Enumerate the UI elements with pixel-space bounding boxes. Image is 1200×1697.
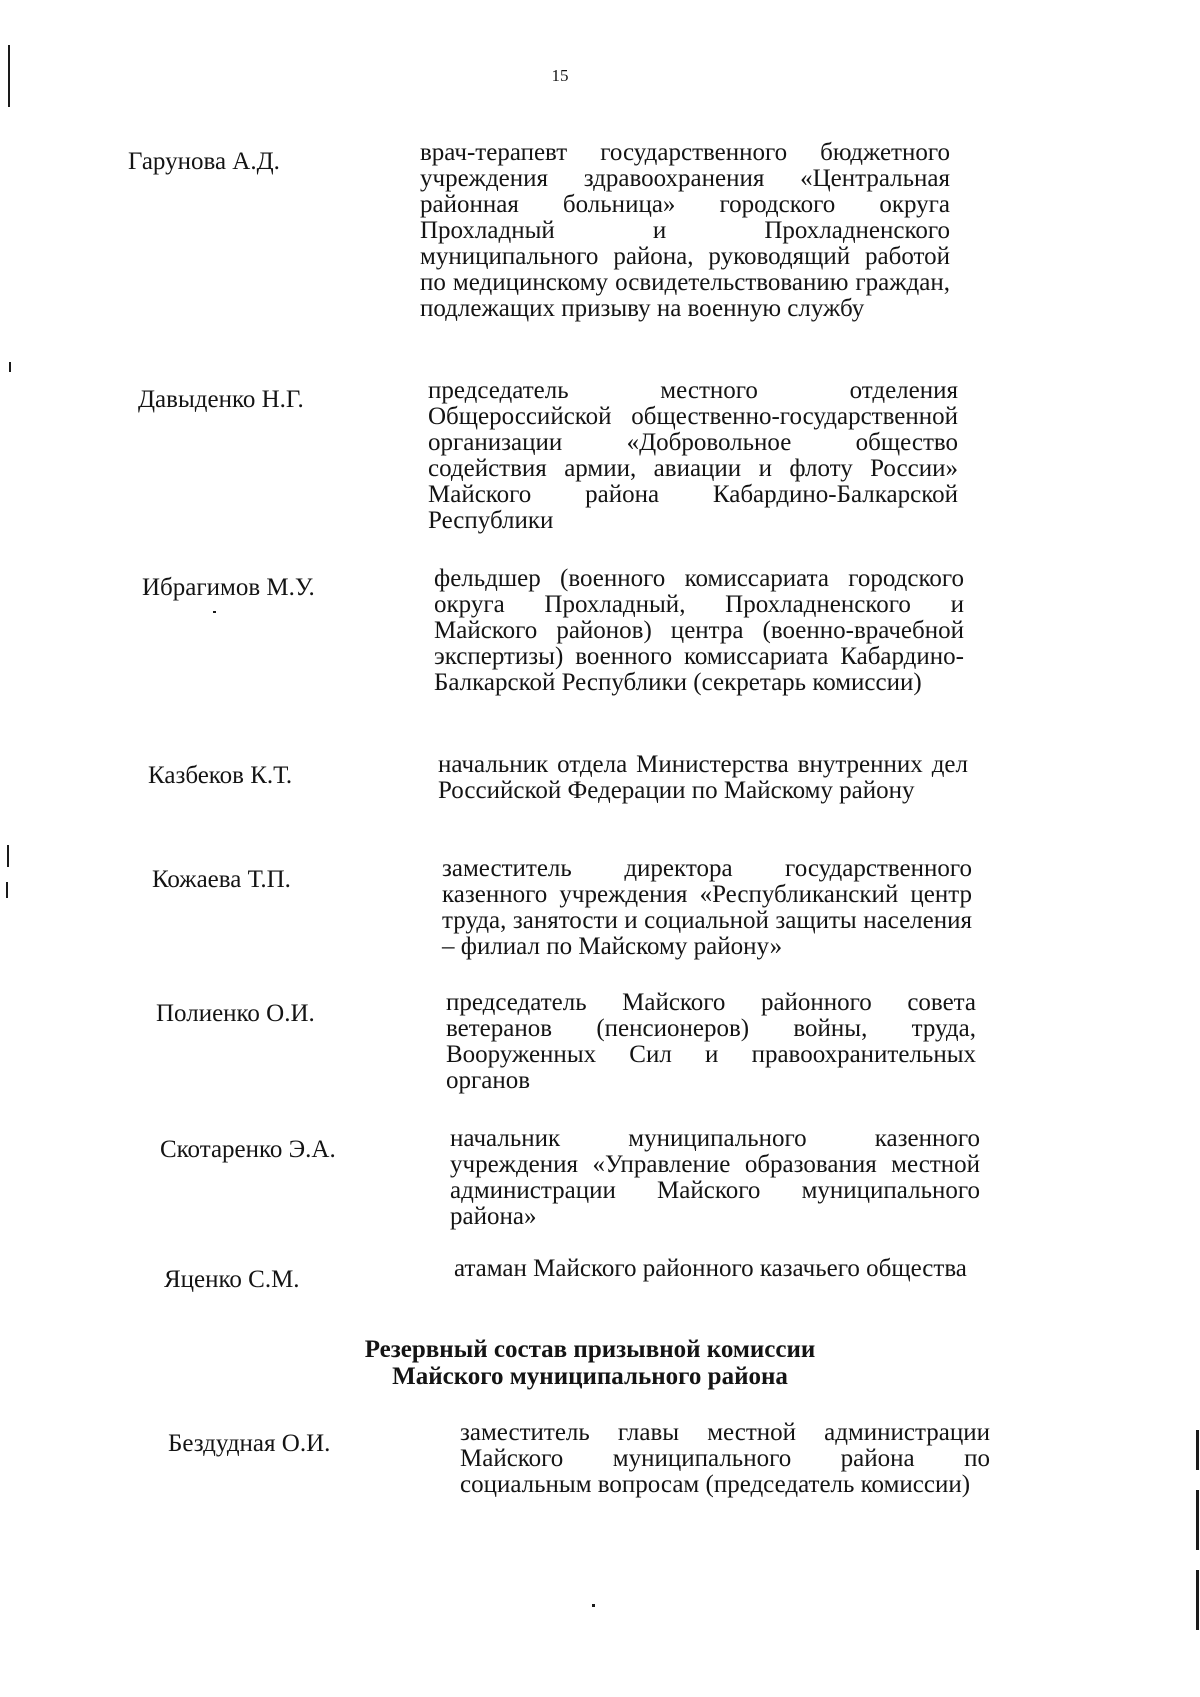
scan-edge-mark bbox=[1196, 1490, 1199, 1550]
member-role: заместитель директора государственного казенного учреждения «Республиканский центр труда, занятости и социальной защиты населения – филиал по Майскому району» bbox=[442, 855, 972, 960]
reserve-section-title bbox=[260, 1336, 920, 1390]
member-role: фельдшер (военного комиссариата городского округа Прохладный, Прохладненского и Майского районов) центра (военно-врачебной экспертизы) военного комиссариата Кабардино-Балкарской Республики (секретарь комиссии) bbox=[434, 565, 964, 696]
scan-edge-mark bbox=[9, 362, 11, 372]
member-name: Полиенко О.И. bbox=[156, 1000, 315, 1027]
member-name: Ибрагимов М.У. bbox=[142, 574, 315, 601]
reserve-title-line1: Резервный состав призывной комиссии bbox=[364, 1336, 816, 1363]
scan-dot bbox=[213, 611, 216, 613]
member-name: Кожаева Т.П. bbox=[152, 866, 291, 893]
page-number: 15 bbox=[551, 66, 569, 85]
member-role: начальник отдела Министерства внутренних дел Российской Федерации по Майскому району bbox=[438, 751, 968, 804]
member-name: Гарунова А.Д. bbox=[128, 148, 280, 175]
member-role: врач-терапевт государственного бюджетного учреждения здравоохранения «Центральная районная больница» городского округа Прохладный и Прохладненского муниципального района, руководящий работой по медицинскому освидетельствованию граждан, подлежащих призыву на военную службу bbox=[420, 139, 950, 322]
scan-dot bbox=[592, 1604, 595, 1607]
scan-edge-mark bbox=[1196, 1570, 1199, 1630]
member-name: Давыденко Н.Г. bbox=[138, 386, 304, 413]
reserve-title-line2: Майского муниципального района bbox=[392, 1363, 788, 1390]
member-name: Яценко С.М. bbox=[164, 1266, 300, 1293]
member-name: Скотаренко Э.А. bbox=[160, 1136, 336, 1163]
scan-edge-mark bbox=[7, 845, 9, 867]
member-role: председатель Майского районного совета ветеранов (пенсионеров) войны, труда, Вооруженных Сил и правоохранительных органов bbox=[446, 989, 976, 1094]
member-role: заместитель главы местной администрации Майского муниципального района по социальным вопросам (председатель комиссии) bbox=[460, 1419, 990, 1498]
scan-edge-mark bbox=[6, 882, 8, 898]
member-role: начальник муниципального казенного учреждения «Управление образования местной администрации Майского муниципального района» bbox=[450, 1125, 980, 1230]
member-role: председатель местного отделения Общероссийской общественно-государственной организации «Добровольное общество содействия армии, авиации и флоту России» Майского района Кабардино-Балкарской Республики bbox=[428, 377, 958, 534]
scan-edge-mark bbox=[1196, 1430, 1199, 1470]
member-name: Казбеков К.Т. bbox=[148, 762, 293, 789]
member-name: Бездудная О.И. bbox=[168, 1430, 331, 1457]
member-role: атаман Майского районного казачьего общества bbox=[454, 1255, 967, 1282]
